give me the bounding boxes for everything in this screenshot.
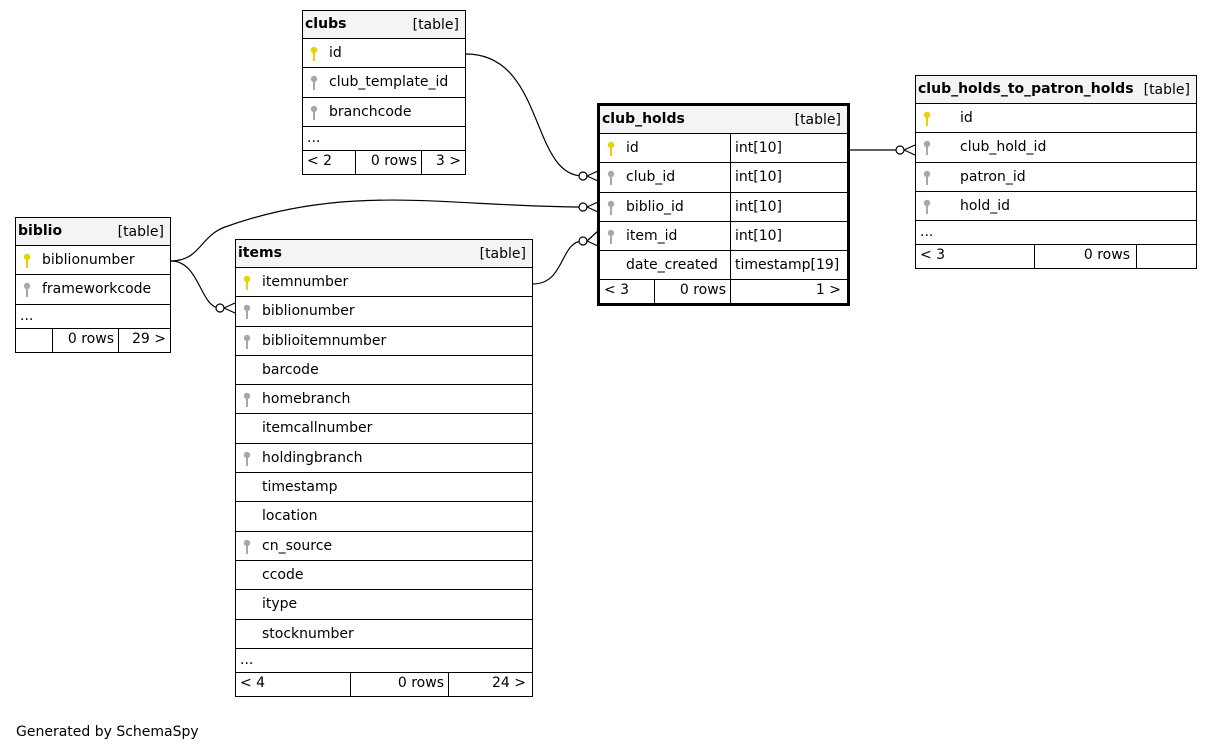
column-name: itemcallnumber <box>262 420 373 437</box>
children-count[interactable]: 24 > <box>448 673 532 696</box>
parents-count[interactable]: < 4 <box>240 674 266 691</box>
column-row[interactable] <box>236 590 532 619</box>
column-name: branchcode <box>329 103 412 120</box>
row-count: 0 rows <box>52 329 118 352</box>
table-name: clubs <box>305 16 347 32</box>
column-row[interactable] <box>916 163 1196 192</box>
column-row[interactable] <box>236 327 532 356</box>
column-name: id <box>960 110 973 126</box>
column-name: id <box>329 45 342 61</box>
table-footer <box>600 280 847 303</box>
crowfoot-marker <box>224 303 235 313</box>
ellipsis-text: ... <box>307 129 321 146</box>
column-name: ccode <box>262 566 304 583</box>
column-name: hold_id <box>960 197 1010 214</box>
table-footer <box>16 329 170 352</box>
column-name: frameworkcode <box>42 281 152 298</box>
column-name: holdingbranch <box>262 449 363 466</box>
table-header <box>16 218 170 246</box>
column-row[interactable] <box>303 39 465 68</box>
column-name: itemnumber <box>262 274 349 290</box>
column-name: id <box>626 140 639 156</box>
table-footer <box>916 245 1196 268</box>
column-name: biblionumber <box>42 252 135 268</box>
table-name: club_holds_to_patron_holds <box>918 81 1134 97</box>
table-name: club_holds <box>602 111 685 127</box>
ellipsis-text: ... <box>240 651 254 668</box>
foreign-key-icon <box>309 105 319 121</box>
primary-key-icon <box>22 253 32 269</box>
column-name: stocknumber <box>262 625 354 642</box>
foreign-key-icon <box>309 75 319 91</box>
column-type: int[10] <box>730 222 847 250</box>
column-type: int[10] <box>730 163 847 191</box>
column-row[interactable] <box>236 268 532 297</box>
column-row[interactable] <box>303 68 465 97</box>
column-name: item_id <box>626 227 678 244</box>
column-row[interactable] <box>236 414 532 443</box>
table-kind: [table] <box>1143 82 1190 98</box>
column-name: biblio_id <box>626 198 684 215</box>
row-count: 0 rows <box>1034 245 1136 268</box>
crowfoot-marker <box>904 145 915 155</box>
link-clubs-club-holds <box>466 54 583 176</box>
row-count: 0 rows <box>355 151 421 174</box>
column-row[interactable] <box>600 163 847 192</box>
column-name: cn_source <box>262 537 333 554</box>
foreign-key-icon <box>242 392 252 408</box>
foreign-key-icon <box>606 170 616 186</box>
table-kind: [table] <box>479 246 526 262</box>
parents-count[interactable]: < 2 <box>307 152 333 169</box>
column-name: barcode <box>262 361 319 378</box>
more-columns-ellipsis <box>303 127 465 151</box>
table-kind: [table] <box>794 112 841 128</box>
zero-cardinality-marker <box>579 203 587 211</box>
parents-count[interactable]: < 3 <box>920 247 946 264</box>
column-row[interactable] <box>236 297 532 326</box>
column-name: itype <box>262 596 298 613</box>
foreign-key-icon <box>242 334 252 350</box>
zero-cardinality-marker <box>579 237 587 245</box>
primary-key-icon <box>309 46 319 62</box>
table-club-holds[interactable] <box>597 103 850 306</box>
table-kind: [table] <box>412 17 459 33</box>
column-row[interactable] <box>16 275 170 304</box>
parents-count[interactable] <box>20 329 52 352</box>
column-row[interactable] <box>236 620 532 649</box>
table-kind: [table] <box>117 224 164 240</box>
column-name: club_id <box>626 169 676 186</box>
column-type: int[10] <box>730 193 847 221</box>
link-biblio-items <box>171 261 220 308</box>
column-type: int[10] <box>730 134 847 162</box>
table-club-holds-to-patron-holds[interactable] <box>915 75 1197 269</box>
zero-cardinality-marker <box>216 304 224 312</box>
column-row[interactable] <box>916 104 1196 133</box>
foreign-key-icon <box>922 170 932 186</box>
column-name: location <box>262 508 318 525</box>
column-row[interactable] <box>236 444 532 473</box>
foreign-key-icon <box>606 200 616 216</box>
column-name: club_hold_id <box>960 139 1047 156</box>
primary-key-icon <box>922 111 932 127</box>
table-biblio[interactable] <box>15 217 171 353</box>
foreign-key-icon <box>22 282 32 298</box>
more-columns-ellipsis <box>916 221 1196 245</box>
column-row[interactable] <box>236 532 532 561</box>
parents-count[interactable]: < 3 <box>604 282 630 299</box>
ellipsis-text: ... <box>920 224 934 241</box>
column-row[interactable] <box>600 134 847 163</box>
table-name: items <box>238 245 282 261</box>
foreign-key-icon <box>922 140 932 156</box>
column-row[interactable] <box>600 222 847 251</box>
column-row[interactable] <box>236 502 532 531</box>
table-footer <box>236 673 532 696</box>
column-name: date_created <box>626 257 718 274</box>
table-header <box>916 76 1196 104</box>
children-count[interactable] <box>1136 245 1196 268</box>
table-header <box>600 106 847 134</box>
table-header <box>236 240 532 268</box>
table-footer <box>303 151 465 174</box>
zero-cardinality-marker <box>896 146 904 154</box>
column-row[interactable] <box>600 193 847 222</box>
table-name: biblio <box>18 223 63 239</box>
column-name: club_template_id <box>329 74 449 91</box>
table-clubs[interactable] <box>302 10 466 175</box>
column-row[interactable] <box>236 356 532 385</box>
more-columns-ellipsis <box>16 305 170 329</box>
column-name: homebranch <box>262 391 351 408</box>
column-row[interactable] <box>236 473 532 502</box>
column-name: biblionumber <box>262 303 355 320</box>
column-type: timestamp[19] <box>730 251 847 279</box>
table-header <box>303 11 465 39</box>
foreign-key-icon <box>242 304 252 320</box>
column-row[interactable] <box>236 385 532 414</box>
generated-by-footer: Generated by SchemaSpy <box>16 724 199 740</box>
column-name: patron_id <box>960 168 1026 185</box>
column-row[interactable] <box>916 192 1196 221</box>
children-count[interactable]: 3 > <box>421 151 465 174</box>
children-count[interactable]: 1 > <box>730 280 847 303</box>
link-items-club-holds <box>533 241 583 284</box>
column-name: biblioitemnumber <box>262 332 387 349</box>
column-row[interactable] <box>236 561 532 590</box>
zero-cardinality-marker <box>579 172 587 180</box>
column-row[interactable] <box>916 133 1196 162</box>
primary-key-icon <box>242 275 252 291</box>
foreign-key-icon <box>922 199 932 215</box>
primary-key-icon <box>606 141 616 157</box>
column-row[interactable] <box>600 251 847 280</box>
foreign-key-icon <box>242 451 252 467</box>
foreign-key-icon <box>606 229 616 245</box>
column-row[interactable] <box>16 246 170 275</box>
column-name: timestamp <box>262 479 338 496</box>
table-items[interactable] <box>235 239 533 697</box>
children-count[interactable]: 29 > <box>118 329 170 352</box>
more-columns-ellipsis <box>236 649 532 673</box>
ellipsis-text: ... <box>20 307 34 324</box>
foreign-key-icon <box>242 539 252 555</box>
row-count: 0 rows <box>350 673 448 696</box>
row-count: 0 rows <box>654 280 730 303</box>
column-row[interactable] <box>303 98 465 127</box>
